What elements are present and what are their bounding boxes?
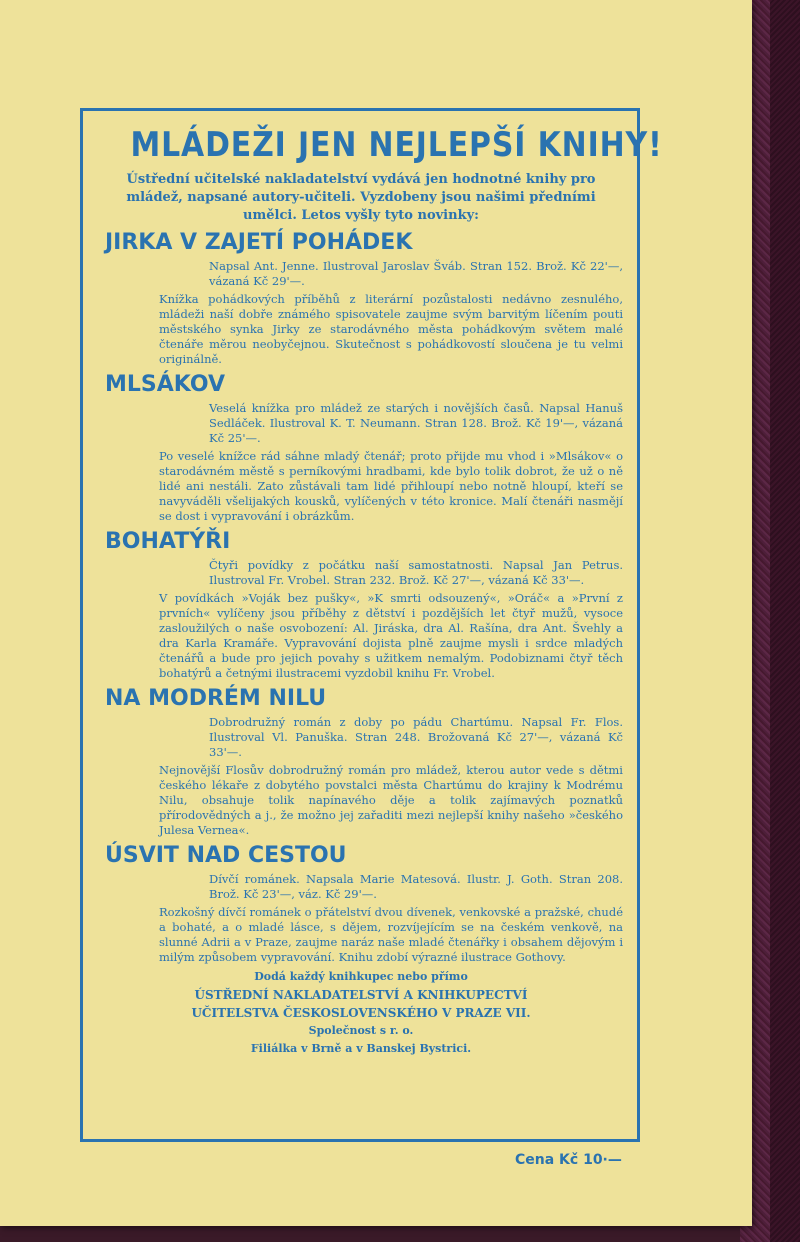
book-description: Knížka pohádkových příběhů z literární pozůstalosti nedávno zesnulého, mládeži naší dobře známého spisovatele zaujme svým barvitým líčením pouti městského synka Jirky ze starodávného města pohádkovým světem malé čtenáře měrou neobyčejnou. Skutečnost s pohádkovostí sloučena je tu velmi originálně.	[159, 292, 623, 366]
book-title: NA MODRÉM NILU	[105, 686, 327, 711]
headline: MLÁDEŽI JEN NEJLEPŠÍ KNIHY!	[130, 125, 663, 165]
book-title: ÚSVIT NAD CESTOU	[105, 843, 347, 868]
book-meta: Veselá knížka pro mládež ze starých i novějších časů. Napsal Hanuš Sedláček. Ilustroval K. T. Neumann. Stran 128. Brož. Kč 19'—, vázaná Kč 25'—.	[209, 401, 623, 445]
book-meta: Dívčí románek. Napsala Marie Matesová. Ilustr. J. Goth. Stran 208. Brož. Kč 23'—, váz. Kč 29'—.	[209, 872, 623, 901]
book-title: MLSÁKOV	[105, 372, 225, 397]
advertisement-frame	[80, 108, 663, 1142]
publisher-name-line-2: UČITELSTVA ČESKOSLOVENSKÉHO V PRAZE VII.	[191, 1006, 531, 1020]
book-meta: Napsal Ant. Jenne. Ilustroval Jaroslav Šváb. Stran 152. Brož. Kč 22'—, vázaná Kč 29'—.	[209, 259, 623, 288]
book-entry-5	[99, 842, 623, 965]
publisher-footer	[99, 968, 623, 1058]
book-description: Po veselé knížce rád sáhne mladý čtenář; proto přijde mu vhod i »Mlsákov« o starodávném městě s perníkovými hradbami, kde bylo tolik dobrot, že už o ně lidé ani nestáli. Zato zůstávali tam lidé přihloupí nebo notně hloupí, kteří se navyváděli všelijakých kousků, vylíčených v této kronice. Malí čtenáři nasmějí se dost i vypravování i obrázkům.	[159, 449, 623, 523]
intro-text: Ústřední učitelské nakladatelství vydává jen hodnotné knihy pro mládež, napsané autory-učiteli. Vyzdobeny jsou našimi předními umělci. Letos vyšly tyto novinky:	[126, 172, 596, 223]
book-description: V povídkách »Voják bez pušky«, »K smrti odsouzený«, »Oráč« a »První z prvních« vylíčeny jsou příběhy z dětství i pozdějších let čtyř mužů, vysoce zasloužilých o naše osvobození: Al. Jiráska, dra Al. Rašína, dra Ant. Švehly a dra Karla Kramáře. Vypravování dojista plně zaujme mysli i srdce mladých čtenářů a bude pro jejich povahy s užitkem nemalým. Podobiznami čtyř těch bohatýrů a četnými ilustracemi vyzdobil knihu Fr. Vrobel.	[159, 591, 623, 680]
book-entry-4	[99, 685, 623, 838]
book-spine-edge	[770, 0, 800, 1242]
publisher-name-line-1: ÚSTŘEDNÍ NAKLADATELSTVÍ A KNIHKUPECTVÍ	[194, 988, 528, 1002]
book-entry-3	[99, 528, 623, 681]
book-entry-1	[99, 229, 623, 367]
book-entry-2	[99, 371, 623, 524]
book-title: JIRKA V ZAJETÍ POHÁDEK	[105, 230, 413, 255]
book-meta: Čtyři povídky z počátku naší samostatnosti. Napsal Jan Petrus. Ilustroval Fr. Vrobel. Stran 232. Brož. Kč 27'—, vázaná Kč 33'—.	[209, 558, 623, 587]
footer-line: Dodá každý knihkupec nebo přímo	[254, 970, 468, 983]
book-meta: Dobrodružný román z doby po pádu Chartúmu. Napsal Fr. Flos. Ilustroval Vl. Panuška. Stran 248. Brožovaná Kč 27'—, vázaná Kč 33'—.	[209, 715, 623, 759]
price-label: Cena Kč 10·—	[515, 1152, 622, 1168]
branches: Filiálka v Brně a v Banskej Bystrici.	[250, 1042, 472, 1055]
book-description: Nejnovější Flosův dobrodružný román pro mládež, kterou autor vede s dětmi českého lékaře z dobytého povstalci města Chartúmu do krajiny k Modrému Nilu, obsahuje tolik napínavého děje a tolik zajímavých poznatků přírodovědných a j., že možno jej zařaditi mezi nejlepší knihy našeho »českého Julesa Vernea«.	[159, 763, 623, 837]
book-title: BOHATÝŘI	[105, 529, 231, 554]
company-form: Společnost s r. o.	[308, 1024, 414, 1037]
book-description: Rozkošný dívčí románek o přátelství dvou dívenek, venkovské a pražské, chudé a bohaté, a o mladé lásce, s dějem, rozvíjejícím se na českém venkově, na slunné Adrii a v Praze, zaujme naráz naše mladé čtenářky i obsahem dějovým i milým způsobem vypravování. Knihu zdobí výrazné ilustrace Gothovy.	[159, 905, 623, 964]
